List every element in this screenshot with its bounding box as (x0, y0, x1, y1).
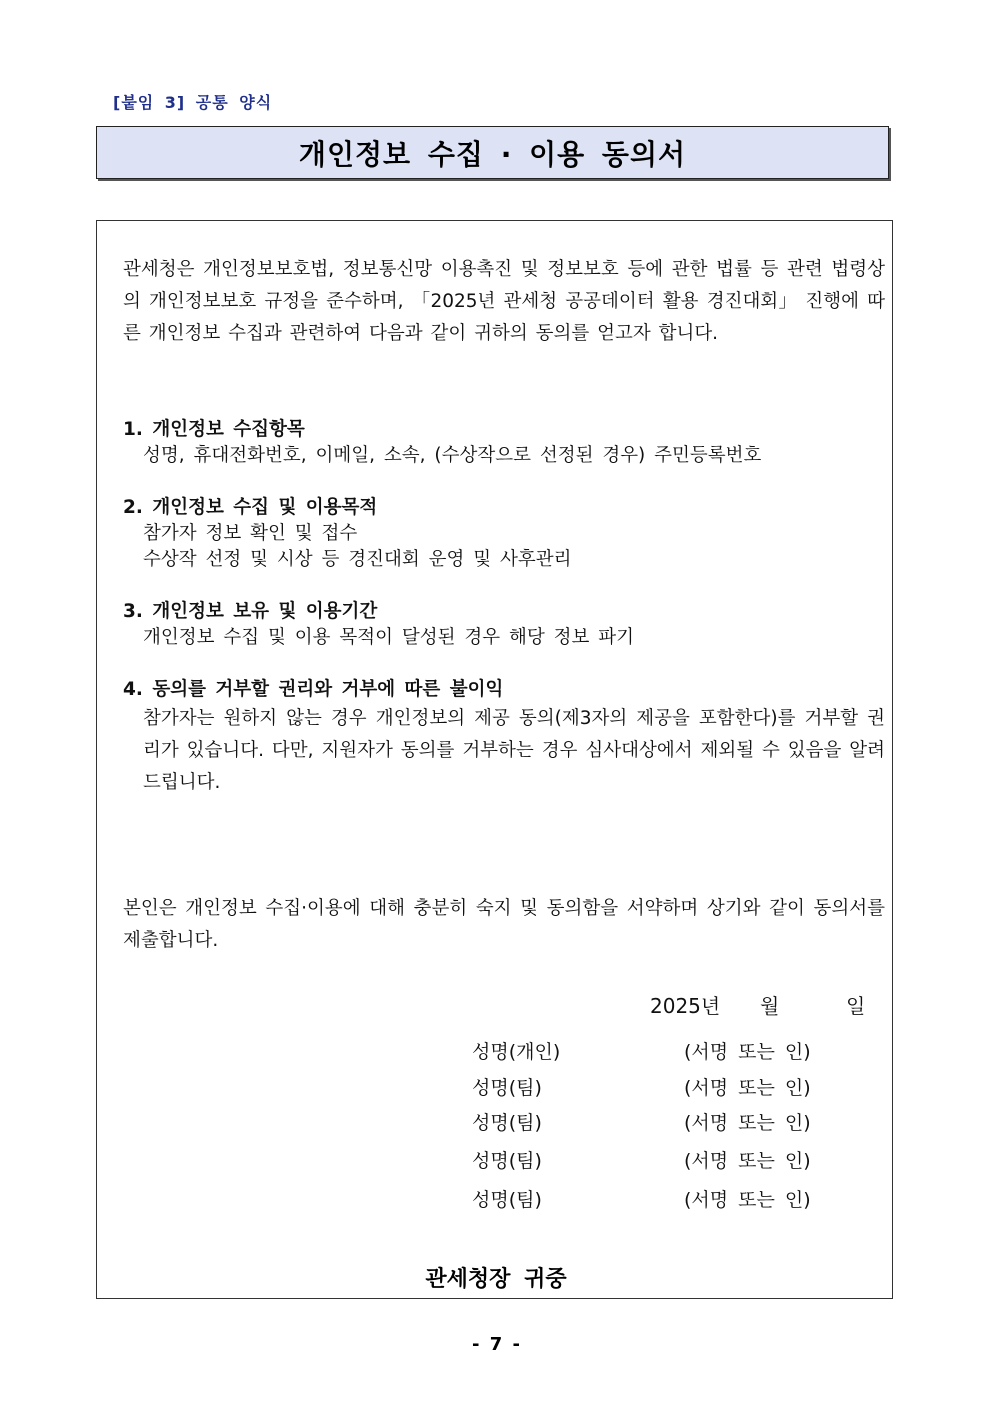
section-collection-items (123, 417, 885, 469)
signature-field: (서명 또는 인) (684, 1041, 811, 1063)
signature-row (472, 1146, 811, 1173)
page-number: - 7 - (472, 1334, 520, 1355)
section-heading: 1. 개인정보 수집항목 (123, 419, 305, 440)
intro-paragraph: 관세청은 개인정보보호법, 정보통신망 이용촉진 및 정보보호 등에 관한 법률 등 관련 법령상의 개인정보보호 규정을 준수하며, 「2025년 관세청 공공데이터 활용 경진대회」 진행에 따른 개인정보 수집과 관련하여 다음과 같이 귀하의 동의를 얻고자 합니다. (123, 259, 885, 344)
signature-row (472, 1073, 811, 1100)
section-paragraph: 참가자는 원하지 않는 경우 개인정보의 제공 동의(제3자의 제공을 포함한다)를 거부할 권리가 있습니다. 다만, 지원자가 동의를 거부하는 경우 심사대상에서 제외될 수 있음을 알려드립니다. (143, 708, 885, 793)
section-right-to-refuse (123, 677, 885, 799)
title-banner (96, 126, 889, 179)
section-purpose (123, 495, 885, 573)
signature-field: (서명 또는 인) (684, 1112, 811, 1134)
document-title: 개인정보 수집 · 이용 동의서 (298, 137, 687, 171)
section-line: 수상작 선정 및 시상 등 경진대회 운영 및 사후관리 (143, 549, 572, 570)
date-month: 월 (760, 994, 780, 1018)
closing-statement: 본인은 개인정보 수집·이용에 대해 충분히 숙지 및 동의함을 서약하며 상기와 같이 동의서를 제출합니다. (123, 898, 885, 951)
signature-row (472, 1185, 811, 1212)
addressee: 관세청장 귀중 (425, 1267, 567, 1292)
signature-field: (서명 또는 인) (684, 1150, 811, 1172)
section-line: 개인정보 수집 및 이용 목적이 달성된 경우 해당 정보 파기 (143, 627, 634, 648)
signature-row (472, 1108, 811, 1135)
section-heading: 3. 개인정보 보유 및 이용기간 (123, 601, 378, 622)
signer-label: 성명(팀) (472, 1150, 542, 1172)
date-year: 2025년 (650, 994, 721, 1018)
section-retention (123, 599, 885, 651)
section-line: 참가자 정보 확인 및 접수 (143, 523, 358, 544)
signature-field: (서명 또는 인) (684, 1077, 811, 1099)
signer-label: 성명(개인) (472, 1041, 561, 1063)
signature-row (472, 1037, 811, 1064)
signature-field: (서명 또는 인) (684, 1189, 811, 1211)
section-heading: 2. 개인정보 수집 및 이용목적 (123, 497, 378, 518)
date-line (650, 990, 865, 1019)
date-day: 일 (846, 994, 866, 1018)
attachment-label: [붙임 3] 공통 양식 (113, 93, 273, 112)
section-line: 성명, 휴대전화번호, 이메일, 소속, (수상작으로 선정된 경우) 주민등록번호 (143, 445, 762, 466)
signer-label: 성명(팀) (472, 1077, 542, 1099)
section-heading: 4. 동의를 거부할 권리와 거부에 따른 불이익 (123, 679, 504, 700)
signer-label: 성명(팀) (472, 1189, 542, 1211)
signer-label: 성명(팀) (472, 1112, 542, 1134)
